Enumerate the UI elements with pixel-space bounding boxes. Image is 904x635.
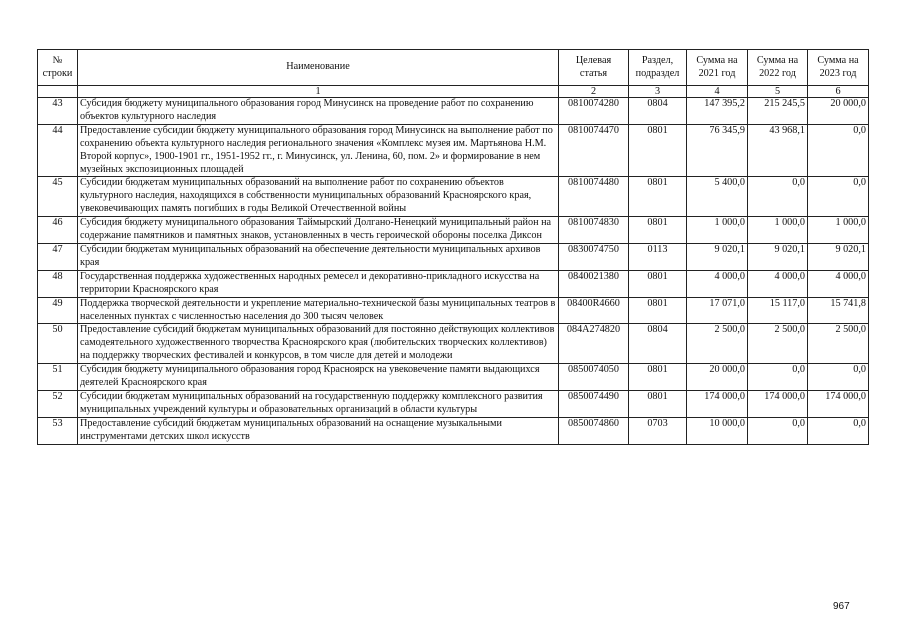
table-row [38,124,869,177]
table-row [38,417,869,444]
section-code: 0703 [629,417,687,444]
section-code: 0801 [629,270,687,297]
row-name: Субсидия бюджету муниципального образования город Минусинск на проведение работ по сохранению объектов культурного наследия [78,98,559,125]
table-row [38,270,869,297]
table-row [38,364,869,391]
row-number: 53 [38,417,78,444]
row-number: 51 [38,364,78,391]
row-number: 46 [38,217,78,244]
amount-2022: 43 968,1 [748,124,808,177]
amount-2022: 9 020,1 [748,243,808,270]
row-name: Поддержка творческой деятельности и укрепление материально-технической базы муниципальных театров в населенных пунктах с численностью населения до 300 тысяч человек [78,297,559,324]
table-row [38,324,869,364]
amount-2022: 0,0 [748,417,808,444]
row-number: 45 [38,177,78,217]
amount-2021: 1 000,0 [687,217,748,244]
amount-2021: 9 020,1 [687,243,748,270]
amount-2022: 0,0 [748,364,808,391]
row-number: 44 [38,124,78,177]
table-row [38,243,869,270]
row-name: Предоставление субсидий бюджетам муниципальных образований на оснащение музыкальными инструментами детских школ искусств [78,417,559,444]
row-name: Субсидии бюджетам муниципальных образований на обеспечение деятельности муниципальных архивов края [78,243,559,270]
section-code: 0804 [629,324,687,364]
column-number: 2 [559,86,629,98]
row-name: Субсидии бюджетам муниципальных образований на государственную поддержку комплексного развития муниципальных учреждений культуры и образовательных организаций в области культуры [78,390,559,417]
amount-2022: 0,0 [748,177,808,217]
column-number: 4 [687,86,748,98]
amount-2023: 0,0 [808,124,869,177]
amount-2021: 5 400,0 [687,177,748,217]
amount-2022: 2 500,0 [748,324,808,364]
amount-2023: 4 000,0 [808,270,869,297]
header-row-no: № строки [38,50,78,86]
target-article: 0810074470 [559,124,629,177]
target-article: 0830074750 [559,243,629,270]
target-article: 084А274820 [559,324,629,364]
row-name: Субсидии бюджетам муниципальных образований на выполнение работ по сохранению объектов культурного наследия, находящихся в собственности муниципальных образований Красноярского края, увековечивающих память погибших в годы Великой Отечественной войны [78,177,559,217]
amount-2022: 174 000,0 [748,390,808,417]
table-row [38,177,869,217]
section-code: 0801 [629,297,687,324]
section-code: 0801 [629,124,687,177]
row-name: Субсидия бюджету муниципального образования город Красноярск на увековечение памяти выдающихся деятелей Красноярского края [78,364,559,391]
amount-2022: 215 245,5 [748,98,808,125]
target-article: 0810074830 [559,217,629,244]
amount-2021: 10 000,0 [687,417,748,444]
target-article: 0810074480 [559,177,629,217]
row-number: 43 [38,98,78,125]
amount-2023: 20 000,0 [808,98,869,125]
amount-2021: 2 500,0 [687,324,748,364]
row-number: 52 [38,390,78,417]
amount-2021: 4 000,0 [687,270,748,297]
header-code: Целевая статья [559,50,629,86]
table-row [38,217,869,244]
section-code: 0801 [629,364,687,391]
table-row [38,297,869,324]
target-article: 0850074860 [559,417,629,444]
target-article: 0810074280 [559,98,629,125]
table-row [38,98,869,125]
row-number: 48 [38,270,78,297]
section-code: 0801 [629,390,687,417]
amount-2022: 4 000,0 [748,270,808,297]
table-body [38,98,869,445]
column-number: 6 [808,86,869,98]
budget-table [37,49,869,445]
amount-2023: 0,0 [808,177,869,217]
section-code: 0113 [629,243,687,270]
table-row [38,390,869,417]
row-name: Субсидия бюджету муниципального образования Таймырский Долгано-Ненецкий муниципальный район на содержание памятников и памятных знаков, установленных в честь героической обороны поселка Диксон [78,217,559,244]
amount-2021: 17 071,0 [687,297,748,324]
amount-2023: 15 741,8 [808,297,869,324]
header-name: Наименование [78,50,559,86]
amount-2021: 174 000,0 [687,390,748,417]
row-name: Предоставление субсидии бюджету муниципального образования город Минусинск на выполнение работ по сохранению объекта культурного наследия регионального значения «Комплекс музея им. Мартьянова Н.М. Второй корпус», 1900-1901 гг., 1951-1952 гг., г. Минусинск, ул. Ленина, 60, пом. 2» и формирование в нем музейных экспозиционных площадей [78,124,559,177]
row-number: 49 [38,297,78,324]
section-code: 0804 [629,98,687,125]
header-row [38,50,869,86]
column-number [38,86,78,98]
amount-2023: 0,0 [808,417,869,444]
target-article: 0840021380 [559,270,629,297]
amount-2021: 20 000,0 [687,364,748,391]
row-name: Государственная поддержка художественных народных ремесел и декоративно-прикладного искусства на территории Красноярского края [78,270,559,297]
amount-2023: 1 000,0 [808,217,869,244]
row-number: 50 [38,324,78,364]
header-section: Раздел, подраздел [629,50,687,86]
amount-2022: 15 117,0 [748,297,808,324]
section-code: 0801 [629,177,687,217]
amount-2023: 174 000,0 [808,390,869,417]
target-article: 08400R4660 [559,297,629,324]
target-article: 0850074050 [559,364,629,391]
page-number: 967 [833,601,850,612]
row-name: Предоставление субсидий бюджетам муниципальных образований для постоянно действующих коллективов самодеятельного художественного творчества Красноярского края (любительских творческих коллективов) на поддержку творческих фестивалей и конкурсов, в том числе для детей и молодежи [78,324,559,364]
amount-2022: 1 000,0 [748,217,808,244]
amount-2023: 0,0 [808,364,869,391]
header-2021: Сумма на 2021 год [687,50,748,86]
column-number-row [38,86,869,98]
row-number: 47 [38,243,78,270]
amount-2023: 9 020,1 [808,243,869,270]
header-2022: Сумма на 2022 год [748,50,808,86]
column-number: 1 [78,86,559,98]
target-article: 0850074490 [559,390,629,417]
amount-2023: 2 500,0 [808,324,869,364]
header-2023: Сумма на 2023 год [808,50,869,86]
section-code: 0801 [629,217,687,244]
amount-2021: 76 345,9 [687,124,748,177]
column-number: 5 [748,86,808,98]
column-number: 3 [629,86,687,98]
amount-2021: 147 395,2 [687,98,748,125]
